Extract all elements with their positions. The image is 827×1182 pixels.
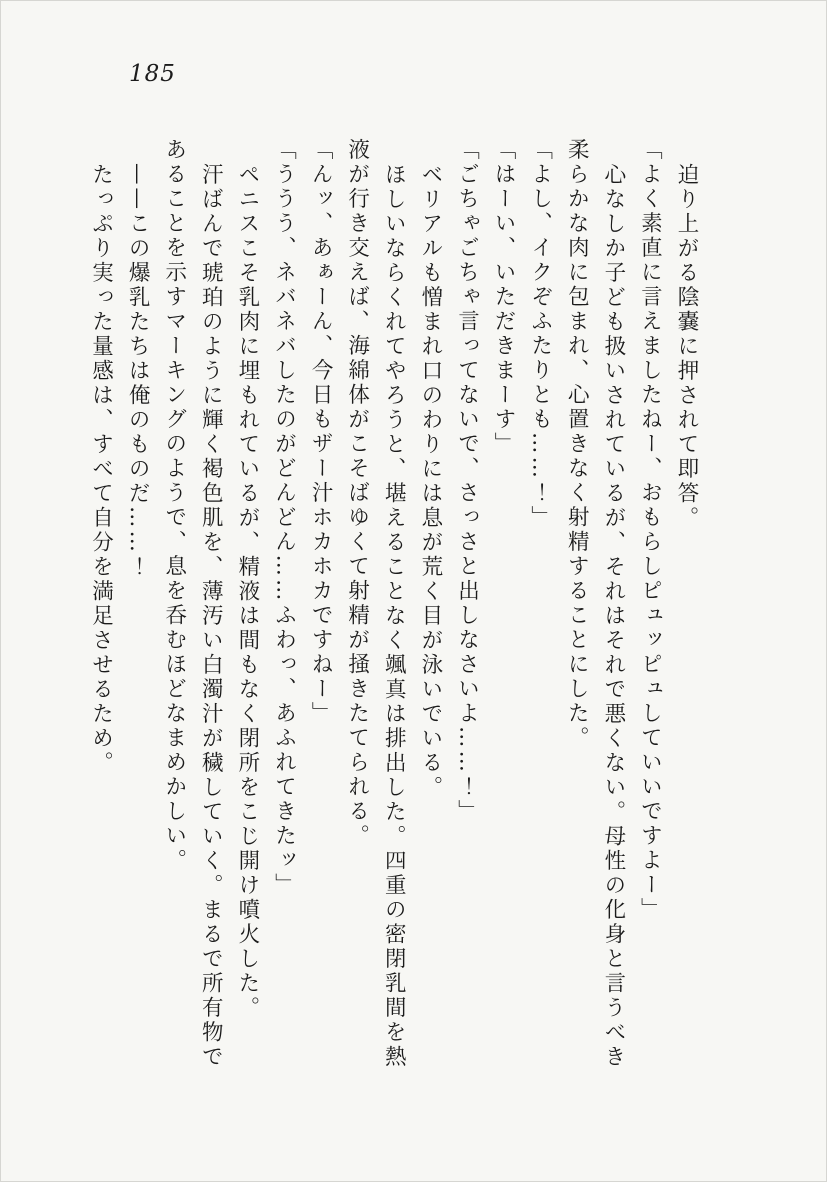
vertical-text-block bbox=[82, 138, 704, 1076]
narrative-line: 心なしか子ども扱いされているが、それはそれで悪くない。母性の化身と言うべき柔らかな肉に包まれ、心置きなく射精することにした。 bbox=[564, 138, 626, 1069]
dialogue-line: 「ごちゃごちゃ言ってないで、さっさと出しなさいよ……！」 bbox=[454, 138, 480, 824]
narrative-line: ベリアルも憎まれ口のわりには息が荒く目が泳いでいる。 bbox=[417, 162, 443, 800]
narrative-line: 迫り上がる陰嚢に押されて即答。 bbox=[674, 162, 699, 530]
dialogue-line: 「んッ、あぁーん、今日もザー汁ホカホカですねー」 bbox=[308, 138, 334, 726]
narrative-line: 汗ばんで琥珀のように輝く褐色肌を、薄汚い白濁汁が穢していく。まるで所有物であることを示すマーキングのようで、息を呑むほどなまめかしい。 bbox=[161, 138, 224, 1069]
dialogue-line: 「ううう、ネバネバしたのがどんどん……ふわっ、あふれてきたッ」 bbox=[271, 138, 297, 898]
dialogue-line: 「はーい、いただきまーす」 bbox=[491, 138, 517, 457]
page-number: 185 bbox=[129, 61, 176, 87]
dialogue-line: 「よく素直に言えましたねー、おもらしピュッピュしていいですよー」 bbox=[637, 138, 663, 922]
narrative-line: ペニスこそ乳肉に埋もれているが、精液は間もなく閉所をこじ開け噴火した。 bbox=[234, 162, 260, 1020]
dialogue-line: 「よし、イクぞふたりとも……！」 bbox=[527, 138, 553, 530]
narrative-line: ——この爆乳たちは俺のものだ……！ bbox=[125, 162, 151, 579]
narrative-line: たっぷり実った量感は、すべて自分を満足させるため。 bbox=[88, 162, 114, 775]
narrative-line: ほしいならくれてやろうと、堪えることなく颯真は排出した。四重の密閉乳間を熱液が行き交えば、海綿体がこそばゆくて射精が掻きたてられる。 bbox=[344, 138, 407, 1069]
